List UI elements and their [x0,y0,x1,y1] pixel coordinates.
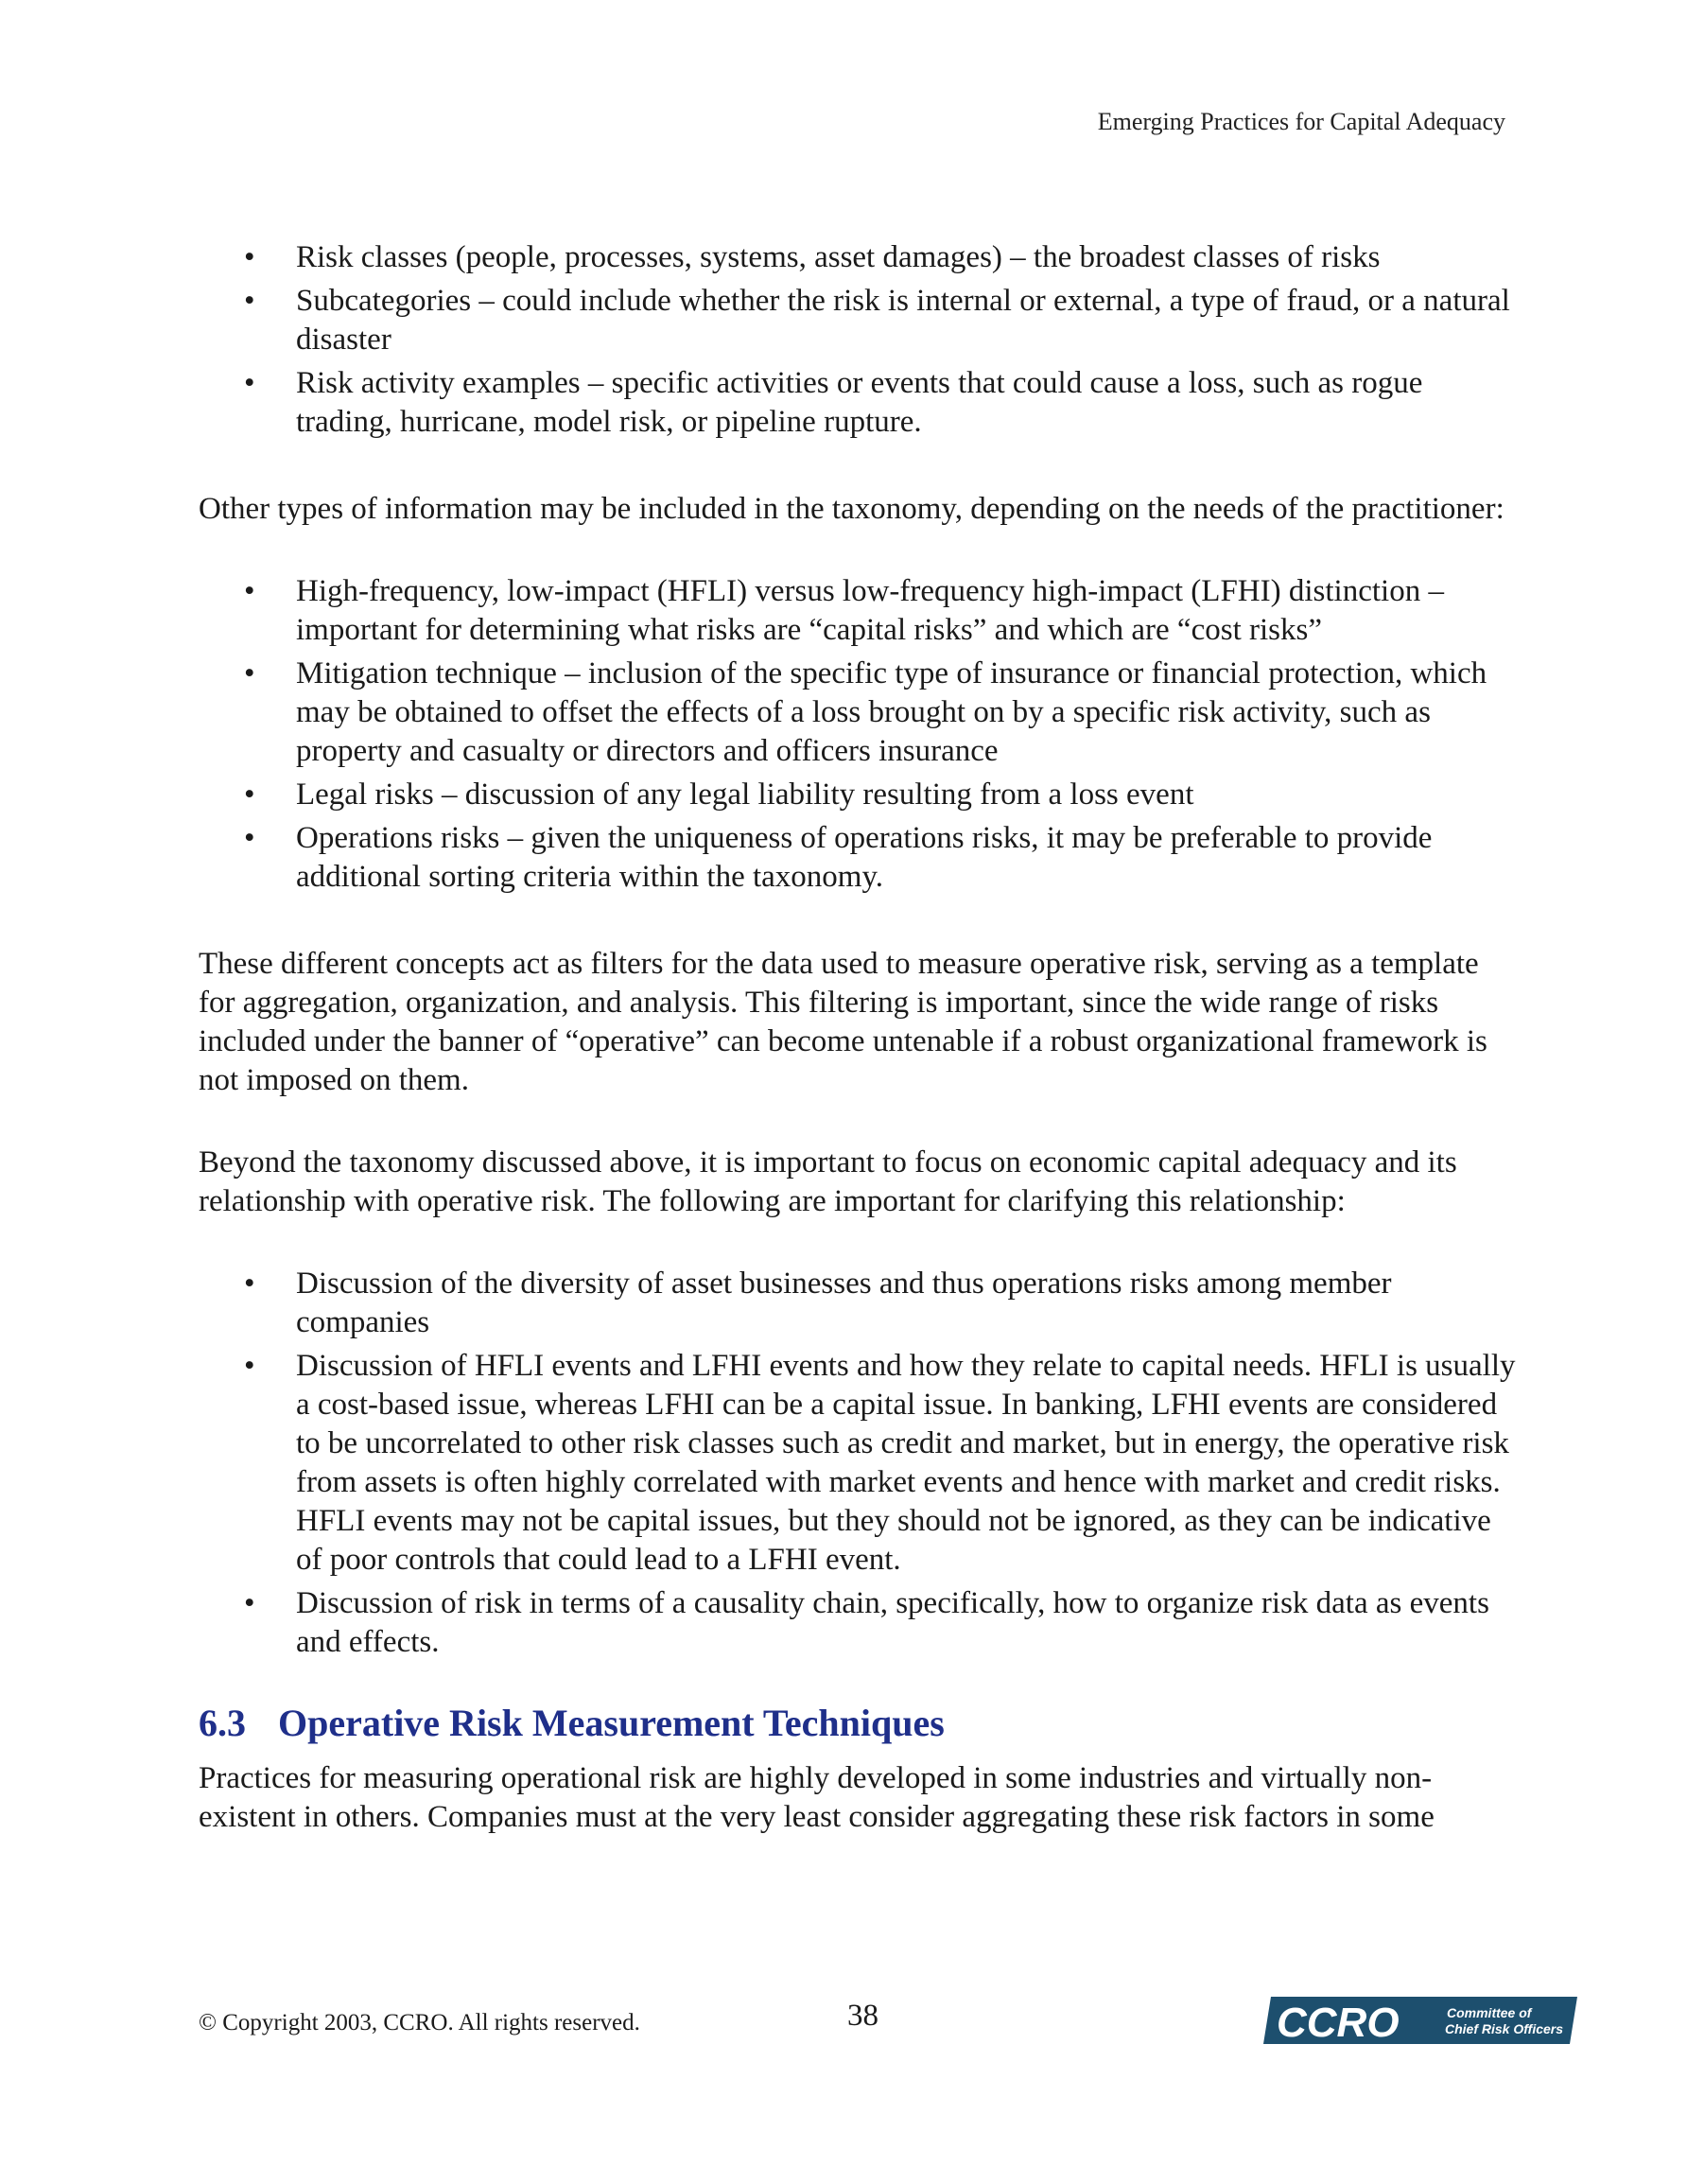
running-header: Emerging Practices for Capital Adequacy [1097,108,1505,135]
paragraph-other-types: Other types of information may be included in the taxonomy, depending on the needs of the practitioner: [199,492,1504,526]
logo-subtitle-line1: Committee of [1447,2005,1532,2020]
copyright-notice: © Copyright 2003, CCRO. All rights reserved. [199,2010,640,2035]
list-item: • Risk classes (people, processes, systems, asset damages) – the broadest classes of risks [199,238,1522,277]
bullet-list-taxonomy-levels [199,238,1522,442]
list-item: • Discussion of HFLI events and LFHI events and how they relate to capital needs. HFLI is usually a cost-based issue, whereas LFHI can be a capital issue. In banking, LFHI events are considered to be uncorrelated to other risk classes such as credit and market, but in energy, the operative risk from assets is often highly correlated with market events and hence with market and credit risks. HFLI events may not be capital issues, but they should not be ignored, as they can be indicative of poor controls that could lead to a LFHI event. [199,1347,1522,1580]
list-item: • Legal risks – discussion of any legal liability resulting from a loss event [199,776,1522,814]
list-item: • Subcategories – could include whether the risk is internal or external, a type of fraud, or a natural disaster [199,282,1522,359]
list-item: • Discussion of risk in terms of a causality chain, specifically, how to organize risk data as events and effects. [199,1584,1522,1662]
bullet-list-clarifying [199,1265,1522,1662]
logo-text: CCRO [1277,2000,1400,2046]
ccro-logo [1260,1993,1577,2053]
bullet-list-other-info [199,572,1522,897]
page-number: 38 [847,1999,878,2033]
section-number: 6.3 [199,1702,246,1744]
page-body [199,238,1522,1837]
list-item: • High-frequency, low-impact (HFLI) versus low-frequency high-impact (LFHI) distinction – important for determining what risks are “capital risks” and which are “cost risks” [199,572,1522,650]
section-title: Operative Risk Measurement Techniques [278,1702,945,1744]
list-item: • Mitigation technique – inclusion of the specific type of insurance or financial protection, which may be obtained to offset the effects of a loss brought on by a specific risk activity, such as property and casualty or directors and officers insurance [199,655,1522,771]
page-footer [199,1999,1579,2055]
logo-subtitle-line2: Chief Risk Officers [1445,2021,1564,2036]
list-item: • Operations risks – given the uniqueness of operations risks, it may be preferable to provide additional sorting criteria within the taxonomy. [199,819,1522,897]
paragraph-filters: These different concepts act as filters for the data used to measure operative risk, serving as a template for aggregation, organization, and analysis. This filtering is important, since the wide range of risks included under the banner of “operative” can become untenable if a robust organizational framework is not imposed on them. [199,947,1487,1097]
section-heading [199,1699,1522,1748]
paragraph-beyond-taxonomy: Beyond the taxonomy discussed above, it is important to focus on economic capital adequacy and its relationship with operative risk. The following are important for clarifying this relationship: [199,1145,1457,1218]
ccro-logo-graphic [1260,1993,1577,2048]
paragraph-measurement-practices: Practices for measuring operational risk are highly developed in some industries and virtually non-existent in others. Companies must at the very least consider aggregating these risk factors in some [199,1761,1435,1834]
list-item: • Discussion of the diversity of asset businesses and thus operations risks among member companies [199,1265,1522,1342]
list-item: • Risk activity examples – specific activities or events that could cause a loss, such as rogue trading, hurricane, model risk, or pipeline rupture. [199,364,1522,442]
